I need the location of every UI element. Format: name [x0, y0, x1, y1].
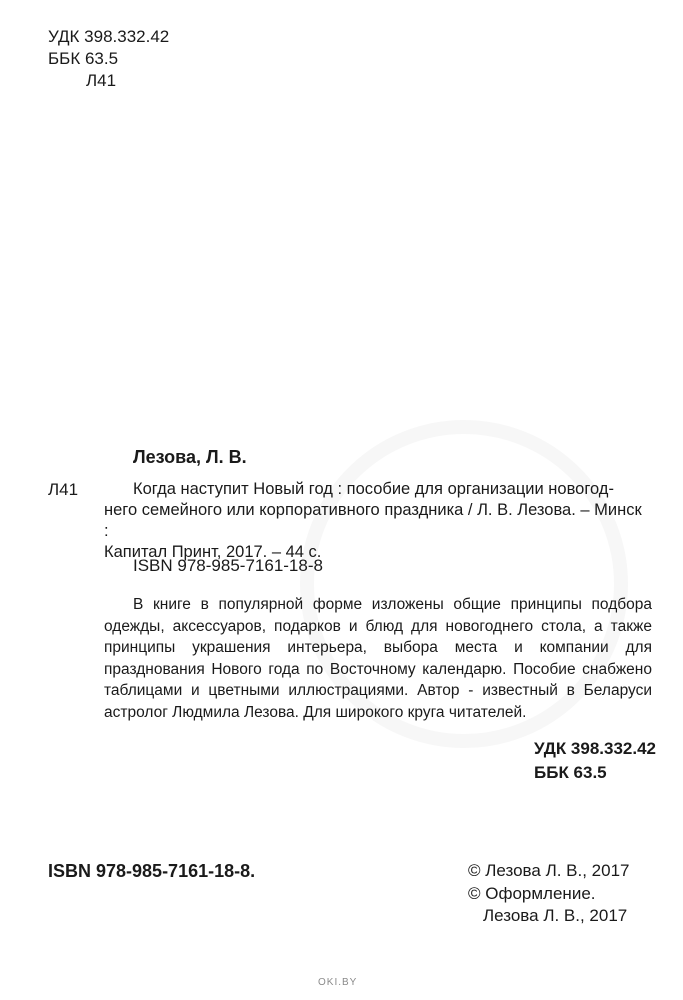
bottom-classification-codes: [534, 737, 656, 785]
annotation-text: В книге в популярной форме изложены общие принципы подбора одежды, аксессуаров, подарков и блюд для новогоднего стола, а также принципы украшения интерьера, выбора места и компании для празднования Нового года по Восточному календарю. Пособие снабжено таблицами и цветными иллюстрациями. Автор - известный в Беларуси астролог Людмила Лезова. Для широкого круга читателей.: [104, 596, 652, 721]
copyright-line: Лезова Л. В., 2017: [483, 906, 628, 925]
description-line: Капитал Принт, 2017. – 44 с.: [104, 543, 322, 561]
author-heading: Лезова, Л. В.: [133, 447, 247, 467]
top-classification-codes: [48, 26, 169, 92]
copyright-line: © Лезова Л. В., 2017: [468, 861, 630, 880]
entry-isbn: ISBN 978-985-7161-18-8: [133, 556, 323, 575]
entry-author-mark: Л41: [48, 480, 79, 499]
udk-code: УДК 398.332.42: [48, 27, 170, 46]
copyright-line: © Оформление.: [468, 883, 596, 903]
site-watermark: OKI.BY: [318, 977, 358, 988]
udk-code: УДК 398.332.42: [534, 739, 657, 758]
bibliographic-description: [104, 479, 650, 563]
author-mark: Л41: [86, 71, 117, 90]
bbk-code: ББК 63.5: [48, 49, 119, 68]
copyright-block: [468, 860, 630, 928]
bbk-code: ББК 63.5: [534, 763, 607, 782]
description-line: Когда наступит Новый год : пособие для организации новогод-: [133, 480, 614, 498]
footer-isbn: ISBN 978-985-7161-18-8.: [48, 861, 256, 881]
description-line: него семейного или корпоративного праздника / Л. В. Лезова. – Минск :: [104, 501, 642, 540]
